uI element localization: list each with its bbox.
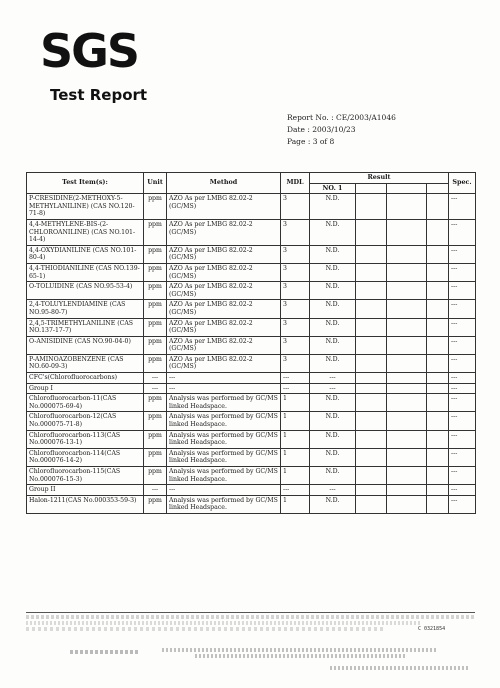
cell-result-no1: --- [310,485,356,496]
cell-mdl: 1 [281,448,310,466]
cell-mdl: --- [281,485,310,496]
cell-result-blank [427,412,449,430]
cell-spec: --- [449,394,476,412]
cell-unit: ppm [144,336,167,354]
cell-spec: --- [449,430,476,448]
cell-result-blank [427,383,449,394]
cell-spec: --- [449,412,476,430]
cell-result-blank [427,336,449,354]
table-row [27,383,476,394]
cell-test-item: Chlorofluorocarbon-11(CAS No.000075-69-4) [27,394,144,412]
cell-result-no1: N.D. [310,318,356,336]
cell-unit: ppm [144,219,167,245]
cell-result-blank [356,430,387,448]
cell-unit: ppm [144,448,167,466]
cell-method: AZO As per LMBG 82.02-2 (GC/MS) [167,194,281,220]
cell-mdl: 3 [281,263,310,281]
cell-result-blank [356,448,387,466]
cell-result-no1: N.D. [310,448,356,466]
cell-method: Analysis was performed by GC/MS linked Headspace. [167,495,281,513]
cell-spec: --- [449,245,476,263]
table-row [27,194,476,220]
cell-result-no1: N.D. [310,394,356,412]
cell-test-item: P-AMINOAZOBENZENE (CAS NO.60-09-3) [27,354,144,372]
cell-result-blank [387,263,427,281]
table-row [27,336,476,354]
cell-method: --- [167,485,281,496]
cell-unit: ppm [144,467,167,485]
cell-test-item: P-CRESIDINE(2-METHOXY-5-METHYLANILINE) (CAS NO.120-71-8) [27,194,144,220]
cell-spec: --- [449,485,476,496]
cell-result-no1: N.D. [310,219,356,245]
cell-spec: --- [449,219,476,245]
cell-test-item: Group I [27,383,144,394]
cell-result-blank [356,263,387,281]
cell-unit: ppm [144,194,167,220]
cell-mdl: 3 [281,245,310,263]
cell-unit: ppm [144,282,167,300]
cell-result-blank [387,194,427,220]
cell-mdl: 3 [281,318,310,336]
col-header-blank-1 [356,183,387,194]
cell-unit: --- [144,485,167,496]
cell-result-blank [387,245,427,263]
cell-mdl: 1 [281,394,310,412]
cell-test-item: Group II [27,485,144,496]
page-value: : 3 of 8 [307,137,335,146]
cell-result-blank [387,430,427,448]
results-body [27,194,476,514]
cell-result-blank [387,495,427,513]
cell-test-item: Chlorofluorocarbon-115(CAS No.000076-15-3) [27,467,144,485]
cell-result-blank [387,336,427,354]
cell-result-blank [427,495,449,513]
cell-mdl: 3 [281,300,310,318]
cell-method: AZO As per LMBG 82.02-2 (GC/MS) [167,336,281,354]
cell-result-blank [356,495,387,513]
cell-test-item: 4,4-METHYLENE-BIS-(2-CHLOROANILINE) (CAS NO.101-14-4) [27,219,144,245]
cell-result-blank [427,394,449,412]
cell-result-blank [356,245,387,263]
cell-method: Analysis was performed by GC/MS linked Headspace. [167,412,281,430]
footer-fine-print [26,612,475,631]
serial-number: C 0321854 [418,626,446,632]
cell-result-blank [387,485,427,496]
cell-test-item: Halon-1211(CAS No.000353-59-3) [27,495,144,513]
cell-unit: ppm [144,412,167,430]
cell-result-no1: N.D. [310,336,356,354]
cell-mdl: 1 [281,495,310,513]
cell-result-blank [356,282,387,300]
table-row [27,282,476,300]
cell-method: Analysis was performed by GC/MS linked Headspace. [167,430,281,448]
cell-spec: --- [449,448,476,466]
cell-result-no1: N.D. [310,495,356,513]
report-no-line [287,112,396,124]
table-row [27,300,476,318]
company-name-blur [70,650,138,654]
col-header-unit: Unit [144,173,167,194]
col-header-mdl: MDL [281,173,310,194]
cell-test-item: O-TOLUIDINE (CAS NO.95-53-4) [27,282,144,300]
cell-result-blank [427,219,449,245]
cell-result-blank [356,219,387,245]
cell-result-blank [356,485,387,496]
cell-spec: --- [449,383,476,394]
report-title: Test Report [50,86,148,104]
cell-method: --- [167,373,281,384]
cell-result-no1: N.D. [310,467,356,485]
cell-result-no1: N.D. [310,300,356,318]
cell-unit: ppm [144,354,167,372]
cell-result-no1: N.D. [310,430,356,448]
table-row [27,394,476,412]
cell-mdl: 3 [281,354,310,372]
address-block-blur [150,648,450,658]
cell-method: AZO As per LMBG 82.02-2 (GC/MS) [167,263,281,281]
cell-unit: ppm [144,430,167,448]
cell-result-no1: N.D. [310,354,356,372]
cell-method: Analysis was performed by GC/MS linked Headspace. [167,467,281,485]
cell-unit: --- [144,383,167,394]
cell-result-blank [387,412,427,430]
cell-spec: --- [449,300,476,318]
cell-mdl: --- [281,373,310,384]
cell-result-blank [427,485,449,496]
cell-mdl: 3 [281,219,310,245]
cell-result-blank [387,354,427,372]
cell-spec: --- [449,495,476,513]
table-row [27,354,476,372]
table-row [27,245,476,263]
cell-spec: --- [449,263,476,281]
cell-result-blank [356,336,387,354]
cell-result-blank [427,354,449,372]
col-header-result: Result [310,173,449,184]
col-header-blank-2 [387,183,427,194]
cell-result-blank [427,300,449,318]
cell-method: AZO As per LMBG 82.02-2 (GC/MS) [167,219,281,245]
results-table [26,172,476,514]
cell-test-item: CFC's(Chlorofluorocarbons) [27,373,144,384]
cell-result-no1: N.D. [310,194,356,220]
cell-result-blank [387,448,427,466]
table-row [27,485,476,496]
cell-unit: ppm [144,318,167,336]
cell-result-blank [356,412,387,430]
date-line [287,124,396,136]
cell-test-item: 2,4,5-TRIMETHYLANILINE (CAS NO.137-17-7) [27,318,144,336]
cell-method: AZO As per LMBG 82.02-2 (GC/MS) [167,354,281,372]
cell-result-blank [356,300,387,318]
cell-method: AZO As per LMBG 82.02-2 (GC/MS) [167,245,281,263]
cell-unit: ppm [144,245,167,263]
col-header-method: Method [167,173,281,194]
cell-spec: --- [449,336,476,354]
footer-disclaimer [26,612,475,631]
cell-result-blank [356,354,387,372]
cell-result-blank [427,373,449,384]
table-row [27,448,476,466]
report-no-label: Report No. [287,113,329,122]
page-line [287,136,396,148]
cell-mdl: 1 [281,430,310,448]
cell-unit: --- [144,373,167,384]
cell-result-blank [387,300,427,318]
cell-method: Analysis was performed by GC/MS linked Headspace. [167,448,281,466]
cell-spec: --- [449,467,476,485]
cell-method: --- [167,383,281,394]
cell-test-item: O-ANISIDINE (CAS NO.90-04-0) [27,336,144,354]
cell-unit: ppm [144,394,167,412]
table-row [27,318,476,336]
cell-result-blank [427,318,449,336]
cell-spec: --- [449,318,476,336]
table-row [27,467,476,485]
header-row-1 [27,173,476,184]
cell-spec: --- [449,354,476,372]
cell-unit: ppm [144,263,167,281]
cell-method: AZO As per LMBG 82.02-2 (GC/MS) [167,282,281,300]
cell-mdl: 3 [281,336,310,354]
cell-result-no1: --- [310,383,356,394]
cell-unit: ppm [144,300,167,318]
cell-result-no1: N.D. [310,263,356,281]
col-header-spec: Spec. [449,173,476,194]
cell-result-blank [387,394,427,412]
cell-result-blank [427,245,449,263]
cell-spec: --- [449,194,476,220]
cell-test-item: 4,4-THIODIANILINE (CAS NO.139-65-1) [27,263,144,281]
cell-result-blank [387,383,427,394]
cell-result-blank [427,194,449,220]
cell-unit: ppm [144,495,167,513]
cell-result-blank [427,467,449,485]
date-label: Date [287,125,305,134]
col-header-blank-3 [427,183,449,194]
table-row [27,263,476,281]
col-header-item: Test Item(s): [27,173,144,194]
cell-spec: --- [449,282,476,300]
cell-result-blank [387,373,427,384]
cell-method: AZO As per LMBG 82.02-2 (GC/MS) [167,318,281,336]
cell-test-item: Chlorofluorocarbon-113(CAS No.000076-13-1) [27,430,144,448]
cell-test-item: 4,4-OXYDIANILINE (CAS NO.101-80-4) [27,245,144,263]
table-row [27,373,476,384]
sgs-logo: SGS [40,24,139,78]
cell-result-blank [427,263,449,281]
cell-test-item: 2,4-TOLUYLENDIAMINE (CAS NO.95-80-7) [27,300,144,318]
cell-result-no1: N.D. [310,282,356,300]
cell-result-no1: --- [310,373,356,384]
date-value: : 2003/10/23 [307,125,356,134]
cell-mdl: 3 [281,194,310,220]
table-row [27,412,476,430]
cell-mdl: 1 [281,467,310,485]
cell-mdl: --- [281,383,310,394]
cell-result-blank [427,282,449,300]
cell-result-blank [356,194,387,220]
table-row [27,430,476,448]
cell-result-blank [356,383,387,394]
member-line-blur [330,666,470,670]
cell-result-blank [387,318,427,336]
table-row [27,495,476,513]
cell-result-blank [387,219,427,245]
cell-result-blank [356,373,387,384]
cell-mdl: 1 [281,412,310,430]
cell-result-no1: N.D. [310,245,356,263]
table-row [27,219,476,245]
report-meta [287,112,396,148]
cell-result-blank [387,282,427,300]
cell-result-blank [427,430,449,448]
cell-method: AZO As per LMBG 82.02-2 (GC/MS) [167,300,281,318]
cell-result-blank [356,318,387,336]
cell-result-no1: N.D. [310,412,356,430]
cell-test-item: Chlorofluorocarbon-114(CAS No.000076-14-2) [27,448,144,466]
cell-mdl: 3 [281,282,310,300]
cell-method: Analysis was performed by GC/MS linked Headspace. [167,394,281,412]
cell-result-blank [427,448,449,466]
cell-result-blank [356,394,387,412]
cell-result-blank [356,467,387,485]
page-label: Page [287,137,306,146]
cell-test-item: Chlorofluorocarbon-12(CAS No.000075-71-8) [27,412,144,430]
col-header-no1: NO. 1 [310,183,356,194]
report-no-value: : CE/2003/A1046 [331,113,396,122]
cell-spec: --- [449,373,476,384]
cell-result-blank [387,467,427,485]
